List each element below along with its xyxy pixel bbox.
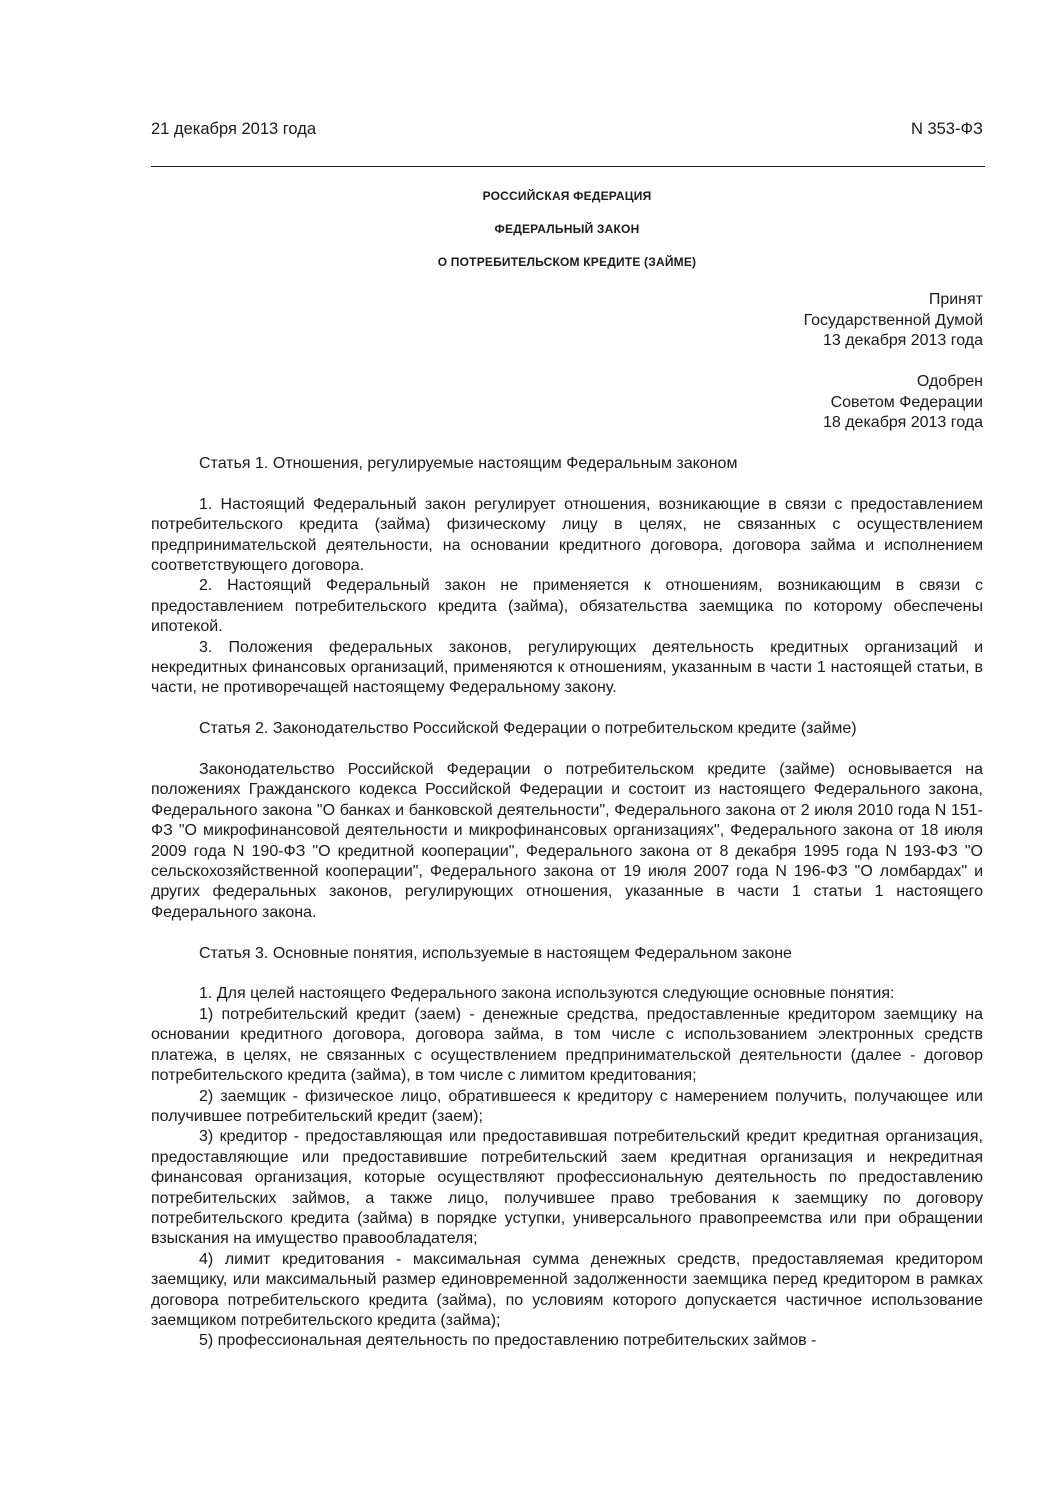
adopted-body: Государственной Думой (803, 311, 983, 329)
article-3-item: 4) лимит кредитования - максимальная сумма денежных средств, предоставляемая кредитором заемщику, или максимальный размер единовременной задолженности заемщика перед кредитором в рамках договора потребительского кредита (займа), по условиям которого допускается частичное использование заемщиком потребительского кредита (займа); (151, 1250, 983, 1329)
article-2-heading: Статья 2. Законодательство Российской Федерации о потребительском кредите (займе) (199, 720, 857, 738)
article-3-item: 1) потребительский кредит (заем) - денежные средства, предоставленные кредитором заемщику на основании кредитного договора, договора займа, в том числе с использованием электронных средств платежа, в целях, не связанных с осуществлением предпринимательской деятельности (далее - договор потребительского кредита (займа), в том числе с лимитом кредитования; (151, 1005, 983, 1085)
article-1-paragraph-2: 2. Настоящий Федеральный закон не применяется к отношениям, возникающим в связи с предоставлением потребительского кредита (займа), обязательства заемщика по которому обеспечены ипотекой. (151, 577, 983, 636)
adopted-label: Принят (928, 291, 983, 308)
article-3-intro: 1. Для целей настоящего Федерального закона используются следующие основные понятия: (199, 985, 895, 1003)
law-type-title: ФЕДЕРАЛЬНЫЙ ЗАКОН (494, 222, 640, 236)
approved-date: 18 декабря 2013 года (822, 414, 983, 431)
article-3-item: 3) кредитор - предоставляющая или предоставившая потребительский кредит кредитная организация, предоставляющие или предоставившие потребительский заем кредитная организация и некредитная финансовая организация, которые осуществляют профессиональную деятельность по предоставлению потребительских займов, а также лицо, получившее право требования к заемщику по договору потребительского кредита (займа) в порядке уступки, универсального правопреемства или при обращении взыскания на имущество правообладателя; (151, 1128, 983, 1248)
document-body (151, 454, 983, 1352)
approved-label: Одобрен (916, 373, 983, 390)
article-1-heading: Статья 1. Отношения, регулируемые настоящим Федеральным законом (199, 455, 738, 472)
law-number: N 353-ФЗ (910, 120, 983, 138)
adopted-block (804, 290, 983, 352)
article-3-item: 5) профессиональная деятельность по предоставлению потребительских займов - (199, 1332, 817, 1350)
law-name-title: О ПОТРЕБИТЕЛЬСКОМ КРЕДИТЕ (ЗАЙМЕ) (437, 255, 697, 269)
article-3-item: 2) заемщик - физическое лицо, обратившееся к кредитору с намерением получить, получающее или получившее потребительский кредит (заем); (151, 1087, 983, 1125)
header-divider (151, 166, 985, 167)
article-3-heading: Статья 3. Основные понятия, используемые в настоящем Федеральном законе (199, 944, 792, 962)
country-title: РОССИЙСКАЯ ФЕДЕРАЦИЯ (482, 189, 652, 203)
article-1-paragraph-3: 3. Положения федеральных законов, регулирующих деятельность кредитных организаций и некредитных финансовых организаций, применяются к отношениям, указанным в части 1 настоящей статьи, в части, не противоречащей настоящему Федеральному закону. (151, 638, 983, 697)
title-block (151, 187, 983, 286)
article-1-paragraph-1: 1. Настоящий Федеральный закон регулирует отношения, возникающие в связи с предоставлением потребительского кредита (займа) физическому лицу в целях, не связанных с осуществлением предпринимательской деятельности, на основании кредитного договора, договора займа и исполнением соответствующего договора. (151, 495, 983, 575)
adopted-date: 13 декабря 2013 года (822, 332, 983, 349)
article-2-paragraph-1: Законодательство Российской Федерации о потребительском кредите (займе) основывается на положениях Гражданского кодекса Российской Федерации и состоит из настоящего Федерального закона, Федерального закона "О банках и банковской деятельности", Федерального закона от 2 июля 2010 года N 151-ФЗ "О микрофинансовой деятельности и микрофинансовых организациях", Федерального закона от 18 июля 2009 года N 190-ФЗ "О кредитной кооперации", Федерального закона от 8 декабря 1995 года N 193-ФЗ "О сельскохозяйственной кооперации", Федерального закона от 19 июля 2007 года N 196-ФЗ "О ломбардах" и других федеральных законов, регулирующих отношения, указанные в части 1 статьи 1 настоящего Федерального закона. (151, 761, 983, 921)
law-date: 21 декабря 2013 года (151, 120, 317, 138)
approved-block (823, 372, 983, 434)
approved-body: Советом Федерации (830, 393, 983, 411)
